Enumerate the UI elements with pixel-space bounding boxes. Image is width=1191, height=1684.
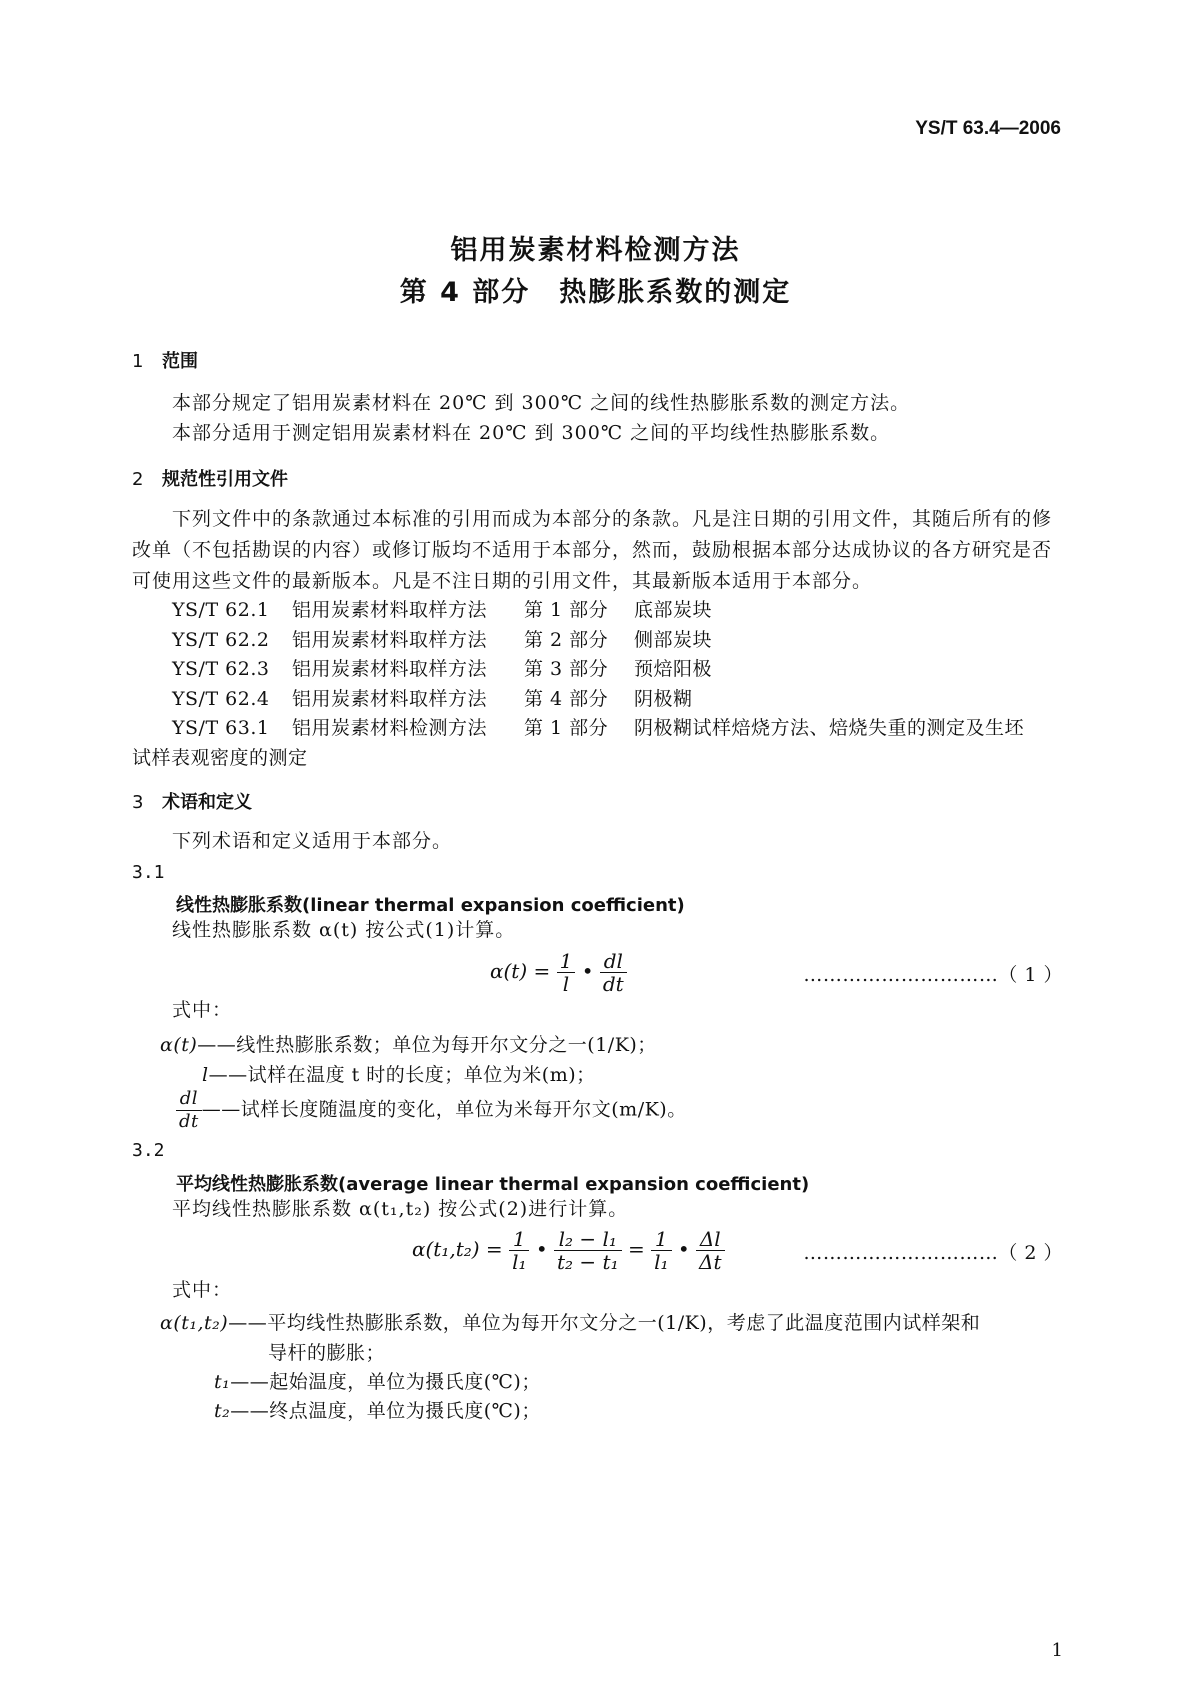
reference-title: 阴极糊 — [634, 688, 693, 710]
definition-text: ——线性热膨胀系数；单位为每开尔文分之一(1/K)； — [197, 1034, 657, 1056]
definition-continuation: 导杆的膨胀； — [268, 1342, 386, 1364]
fraction-denominator: l₁ — [512, 1250, 527, 1274]
reference-series: 铝用炭素材料取样方法 — [292, 688, 488, 710]
definition-text: ——试样在温度 t 时的长度；单位为米(m)； — [208, 1064, 596, 1086]
document-subtitle: 第 4 部分 热膨胀系数的测定 — [399, 277, 792, 308]
definition-item — [160, 1308, 980, 1335]
reference-title: 预焙阳极 — [634, 658, 713, 680]
reference-item — [172, 595, 1063, 622]
where-label: 式中： — [172, 1279, 233, 1301]
where-label: 式中： — [172, 999, 233, 1021]
definition-text: ——起始温度，单位为摄氏度(℃)； — [230, 1371, 541, 1393]
fraction — [554, 1228, 622, 1273]
reference-series: 铝用炭素材料取样方法 — [292, 658, 488, 680]
subsection-number: 3.2 — [132, 1140, 165, 1161]
fraction — [651, 1228, 671, 1273]
fraction-numerator: 1 — [509, 1228, 529, 1251]
multiply-dot: • — [581, 959, 594, 983]
reference-code: YS/T 62.3 — [172, 658, 270, 680]
multiply-dot: • — [677, 1237, 690, 1261]
fraction — [600, 950, 627, 995]
equation-number: …………………………（ 2 ） — [803, 1242, 1063, 1264]
equation-number: …………………………（ 1 ） — [803, 964, 1063, 986]
paragraph: 线性热膨胀系数 α(t) 按公式(1)计算。 — [172, 919, 516, 941]
section-heading-terms — [132, 788, 252, 814]
paragraph: 本部分适用于测定铝用炭素材料在 20℃ 到 300℃ 之间的平均线性热膨胀系数。 — [172, 422, 891, 444]
reference-code: YS/T 63.1 — [172, 717, 270, 739]
fraction-numerator: 1 — [651, 1228, 671, 1251]
reference-continuation: 试样表观密度的测定 — [132, 747, 308, 769]
equation-lhs: α(t) = — [490, 959, 551, 983]
standard-code: YS/T 63.4—2006 — [915, 118, 1061, 139]
reference-part: 第 1 部分 — [524, 717, 609, 739]
fraction-numerator: Δl — [696, 1228, 724, 1251]
document-title: 铝用炭素材料检测方法 — [450, 235, 741, 266]
definition-symbol: t₂ — [214, 1400, 231, 1422]
paragraph: 本部分规定了铝用炭素材料在 20℃ 到 300℃ 之间的线性热膨胀系数的测定方法。 — [172, 392, 911, 414]
reference-item — [172, 654, 1063, 681]
fraction-numerator: l₂ − l₁ — [554, 1228, 622, 1251]
reference-title: 阴极糊试样焙烧方法、焙烧失重的测定及生坯 — [634, 717, 1025, 739]
fraction — [557, 950, 576, 995]
fraction — [696, 1228, 724, 1273]
definition-item — [214, 1396, 541, 1423]
term-title: 线性热膨胀系数(linear thermal expansion coefficient) — [176, 895, 685, 916]
subsection-number: 3.1 — [132, 862, 165, 883]
definition-symbol: l — [202, 1064, 209, 1086]
definition-item — [214, 1367, 541, 1394]
equation-lhs: α(t₁,t₂) = — [412, 1237, 503, 1261]
reference-code: YS/T 62.2 — [172, 629, 270, 651]
paragraph: 下列文件中的条款通过本标准的引用而成为本部分的条款。凡是注日期的引用文件，其随后所有的修改单（不包括勘误的内容）或修订版均不适用于本部分，然而，鼓励根据本部分达成协议的各方研究是否可使用这些文件的最新版本。凡是不注日期的引用文件，其最新版本适用于本部分。 — [132, 508, 1053, 592]
reference-part: 第 2 部分 — [524, 629, 609, 651]
fraction-denominator: dt — [602, 972, 624, 996]
paragraph: 平均线性热膨胀系数 α(t₁,t₂) 按公式(2)进行计算。 — [172, 1198, 629, 1220]
equals-sign: = — [627, 1237, 645, 1261]
reference-title: 侧部炭块 — [634, 629, 713, 651]
page-number: 1 — [1051, 1640, 1063, 1661]
definition-text: ——试样长度随温度的变化，单位为米每开尔文(m/K)。 — [201, 1098, 687, 1121]
reference-series: 铝用炭素材料取样方法 — [292, 629, 488, 651]
reference-part: 第 1 部分 — [524, 599, 609, 621]
definition-symbol: t₁ — [214, 1371, 231, 1393]
fraction-denominator: Δt — [699, 1250, 722, 1274]
fraction-numerator: dl — [600, 950, 627, 973]
reference-item — [172, 625, 1063, 652]
section-number: 3 — [132, 792, 144, 813]
section-heading-normative-references — [132, 465, 288, 491]
multiply-dot: • — [535, 1237, 548, 1261]
equation-2 — [412, 1228, 725, 1273]
fraction — [176, 1088, 202, 1133]
section-title: 术语和定义 — [162, 792, 252, 813]
definition-text: ——平均线性热膨胀系数，单位为每开尔文分之一(1/K)，考虑了此温度范围内试样架和 — [228, 1312, 981, 1334]
reference-code: YS/T 62.1 — [172, 599, 270, 621]
section-heading-scope — [132, 347, 198, 373]
reference-series: 铝用炭素材料检测方法 — [292, 717, 488, 739]
reference-part: 第 3 部分 — [524, 658, 609, 680]
reference-code: YS/T 62.4 — [172, 688, 270, 710]
fraction-denominator: l — [562, 972, 570, 996]
section-title: 范围 — [162, 351, 198, 372]
definition-item — [202, 1060, 596, 1087]
equation-1 — [490, 950, 627, 995]
fraction-denominator: t₂ − t₁ — [557, 1250, 619, 1274]
definition-symbol: α(t₁,t₂) — [160, 1312, 229, 1334]
reference-series: 铝用炭素材料取样方法 — [292, 599, 488, 621]
reference-item — [172, 684, 1063, 711]
fraction-numerator: dl — [176, 1088, 202, 1111]
reference-title: 底部炭块 — [634, 599, 713, 621]
definition-symbol: α(t) — [160, 1034, 198, 1056]
section-number: 2 — [132, 469, 144, 490]
definition-item — [160, 1030, 657, 1057]
paragraph: 下列术语和定义适用于本部分。 — [172, 830, 453, 852]
definition-item — [176, 1088, 687, 1133]
section-title: 规范性引用文件 — [162, 469, 288, 490]
fraction — [509, 1228, 529, 1273]
section-number: 1 — [132, 351, 144, 372]
reference-item — [172, 713, 1063, 740]
definition-text: ——终点温度，单位为摄氏度(℃)； — [230, 1400, 541, 1422]
term-title: 平均线性热膨胀系数(average linear thermal expansion coefficient) — [176, 1174, 810, 1195]
fraction-denominator: dt — [179, 1111, 199, 1132]
reference-part: 第 4 部分 — [524, 688, 609, 710]
fraction-denominator: l₁ — [654, 1250, 669, 1274]
fraction-numerator: 1 — [557, 950, 576, 973]
